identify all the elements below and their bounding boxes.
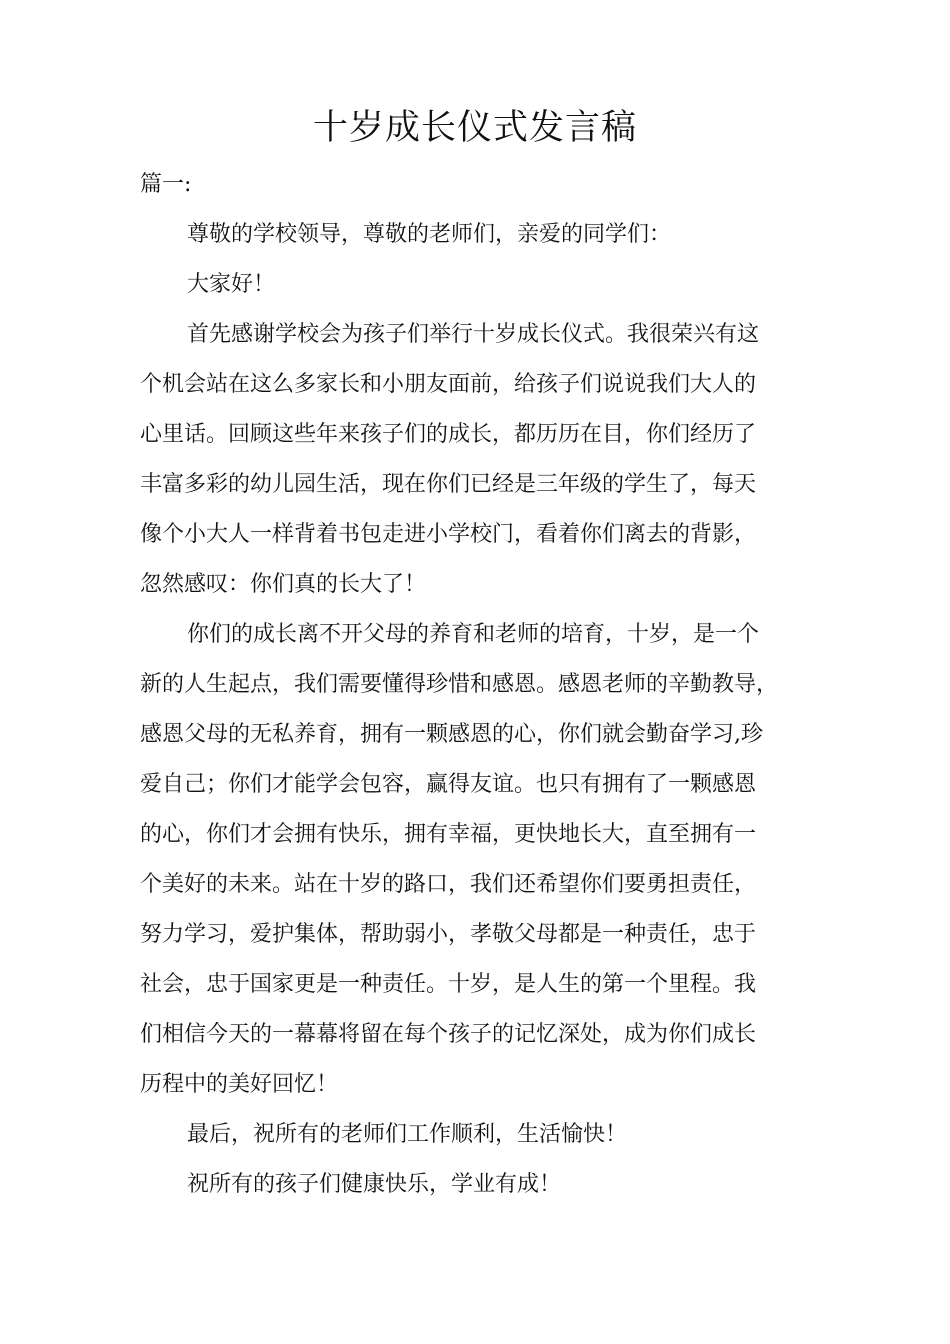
paragraph-1 bbox=[140, 310, 830, 610]
closing-line-1: 最后，祝所有的老师们工作顺利，生活愉快！ bbox=[187, 1122, 628, 1147]
closing-line-2: 祝所有的孩子们健康快乐，学业有成！ bbox=[187, 1172, 562, 1197]
paragraph-line: 历程中的美好回忆！ bbox=[140, 1072, 339, 1097]
section-label: 篇一: bbox=[140, 172, 192, 197]
paragraph-line: 们相信今天的一幕幕将留在每个孩子的记忆深处，成为你们成长 bbox=[140, 1022, 757, 1047]
paragraph-2 bbox=[140, 610, 830, 1110]
paragraph-line: 个美好的未来。站在十岁的路口，我们还希望你们要勇担责任， bbox=[140, 872, 757, 897]
paragraph-line: 努力学习，爱护集体，帮助弱小，孝敬父母都是一种责任，忠于 bbox=[140, 922, 757, 947]
paragraph-line: 像个小大人一样背着书包走进小学校门，看着你们离去的背影， bbox=[140, 522, 757, 547]
paragraph-line: 爱自己；你们才能学会包容，赢得友谊。也只有拥有了一颗感恩 bbox=[140, 772, 757, 797]
paragraph-line: 心里话。回顾这些年来孩子们的成长，都历历在目，你们经历了 bbox=[140, 422, 757, 447]
paragraph-line: 社会，忠于国家更是一种责任。十岁，是人生的第一个里程。我 bbox=[140, 972, 757, 997]
paragraph-line: 新的人生起点，我们需要懂得珍惜和感恩。感恩老师的辛勤教导， bbox=[140, 672, 779, 697]
document-title: 十岁成长仪式发言稿 bbox=[312, 108, 637, 148]
document-body bbox=[140, 160, 830, 1210]
paragraph-line: 忽然感叹：你们真的长大了！ bbox=[140, 572, 427, 597]
paragraph-line: 个机会站在这么多家长和小朋友面前，给孩子们说说我们大人的 bbox=[140, 372, 757, 397]
paragraph-line: 的心，你们才会拥有快乐，拥有幸福，更快地长大，直至拥有一 bbox=[140, 822, 757, 847]
greeting-line: 尊敬的学校领导，尊敬的老师们，亲爱的同学们： bbox=[187, 222, 672, 247]
paragraph-line: 你们的成长离不开父母的养育和老师的培育，十岁，是一个 bbox=[187, 622, 760, 647]
paragraph-line: 丰富多彩的幼儿园生活，现在你们已经是三年级的学生了，每天 bbox=[140, 472, 757, 497]
hello-line: 大家好！ bbox=[187, 272, 276, 297]
paragraph-line: 首先感谢学校会为孩子们举行十岁成长仪式。我很荣兴有这 bbox=[187, 322, 760, 347]
paragraph-line: 感恩父母的无私养育，拥有一颗感恩的心，你们就会勤奋学习,珍 bbox=[140, 722, 763, 747]
